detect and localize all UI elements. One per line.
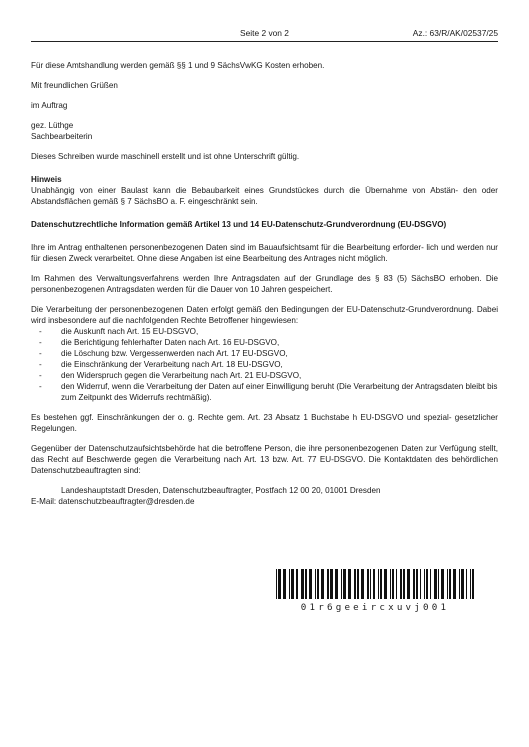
barcode-bar — [472, 569, 474, 599]
on-behalf: im Auftrag — [31, 101, 68, 110]
barcode-bar — [461, 569, 464, 599]
privacy-paragraph-5: Gegenüber der Datenschutzaufsichtsbehörde hat die betroffene Person, die ihre personenbezogenen Daten zur Verfügung stellt, das Recht auf Beschwerde gegen die Verarbeitung nach Art. 13 bzw. Art. 77 EU-DSGVO. Die Kontaktdaten des behördlichen Datenschutzbeauftragten sind: — [31, 444, 498, 475]
machine-note: Dieses Schreiben wurde maschinell erstellt und ist ohne Unterschrift gültig. — [31, 152, 300, 161]
barcode-bar — [296, 569, 298, 599]
rights-list-item: - den Widerspruch gegen die Verarbeitung nach Art. 21 EU-DSGVO, — [39, 371, 302, 380]
barcode-bar — [301, 569, 304, 599]
barcode-bar — [392, 569, 394, 599]
barcode-bar — [447, 569, 448, 599]
barcode-bar — [426, 569, 428, 599]
rights-list-item: - die Löschung bzw. Vergessenwerden nach Art. 17 EU-DSGVO, — [39, 349, 288, 358]
barcode-bar — [330, 569, 333, 599]
barcode-bar — [380, 569, 382, 599]
barcode-bar — [470, 569, 471, 599]
barcode-bar — [354, 569, 356, 599]
page-number: Seite 2 von 2 — [240, 28, 289, 38]
barcode-bar — [378, 569, 379, 599]
barcode-bar — [289, 569, 290, 599]
barcode-bar — [317, 569, 319, 599]
barcode-bar — [403, 569, 405, 599]
barcode-bar — [384, 569, 387, 599]
barcode-bar — [305, 569, 307, 599]
barcode-bar — [434, 569, 437, 599]
barcode-bar — [343, 569, 346, 599]
barcode-bar — [291, 569, 294, 599]
barcode-bar — [449, 569, 451, 599]
barcode-bar — [335, 569, 338, 599]
barcode-bar — [396, 569, 397, 599]
barcode-bar — [413, 569, 415, 599]
rights-list-item: - die Berichtigung fehlerhafter Daten nach Art. 16 EU-DSGVO, — [39, 338, 280, 347]
barcode-bar — [407, 569, 410, 599]
barcode-bar — [367, 569, 369, 599]
barcode-bar — [453, 569, 456, 599]
barcode-bar — [430, 569, 431, 599]
rights-list-item: - die Auskunft nach Art. 15 EU-DSGVO, — [39, 327, 199, 336]
costs-statement: Für diese Amtshandlung werden gemäß §§ 1 und 9 SächsVwKG Kosten erhoben. — [31, 61, 325, 70]
barcode-bar — [361, 569, 364, 599]
barcode-bar — [441, 569, 444, 599]
barcode-bar — [327, 569, 329, 599]
header-divider — [31, 41, 498, 42]
barcode-bar — [357, 569, 359, 599]
rights-list-item: - den Widerruf, wenn die Verarbeitung der Daten auf einer Einwilligung beruht (Die Verarbeitung der Antragsdaten bleibt bis zum Zeitpunkt des Widerrufs rechtmäßig). — [39, 382, 498, 402]
barcode-bar — [309, 569, 312, 599]
dpo-email: E-Mail: datenschutzbeauftragter@dresden.de — [31, 497, 195, 506]
barcode-bar — [438, 569, 439, 599]
barcode-bar — [276, 569, 277, 599]
rights-list-item: - die Einschränkung der Verarbeitung nach Art. 18 EU-DSGVO, — [39, 360, 283, 369]
barcode-bar — [321, 569, 324, 599]
barcode-bar — [390, 569, 391, 599]
privacy-paragraph-4: Es bestehen ggf. Einschränkungen der o. g. Rechte gem. Art. 23 Absatz 1 Buchstabe h EU-DSGVO und spezial- gesetzlicher Regelungen. — [31, 413, 498, 433]
privacy-paragraph-2: Im Rahmen des Verwaltungsverfahrens werden Ihre Antragsdaten auf der Grundlage des § 83 (5) SächsBO erhoben. Die personenbezogenen Antragsdaten werden für die Dauer von 10 Jahren gespeichert. — [31, 274, 498, 294]
greeting: Mit freundlichen Grüßen — [31, 81, 118, 90]
barcode-bar — [315, 569, 316, 599]
barcode-bar — [420, 569, 421, 599]
signer-role: Sachbearbeiterin — [31, 132, 93, 141]
dpo-address: Landeshauptstadt Dresden, Datenschutzbeauftragter, Postfach 12 00 20, 01001 Dresden — [61, 486, 381, 495]
barcode-bar — [283, 569, 286, 599]
barcode-bar — [348, 569, 351, 599]
hinweis-text: Unabhängig von einer Baulast kann die Bebaubarkeit eines Grundstückes durch die Übernahme von Abstän- den oder Abstandsflächen gemäß § 7 SächsBO a. F. eingeschränkt sein. — [31, 186, 498, 206]
barcode-bar — [466, 569, 467, 599]
privacy-paragraph-1: Ihre im Antrag enthaltenen personenbezogenen Daten sind im Bauaufsichtsamt für die Bearbeitung erforder- lich und werden nur für diesen Zweck verarbeitet. Ohne diese Angaben ist eine Bearbeitung des Antrages nicht möglich. — [31, 243, 498, 263]
signer-name: gez. Lüthge — [31, 121, 74, 130]
barcode-bar — [370, 569, 371, 599]
barcode-bar — [278, 569, 281, 599]
barcode-bar — [459, 569, 460, 599]
barcode-text: 01r6geeircxuvj001 — [300, 602, 450, 613]
reference-number: Az.: 63/R/AK/02537/25 — [412, 28, 498, 38]
barcode-bar — [341, 569, 342, 599]
barcode-bar — [424, 569, 425, 599]
letter-body — [31, 60, 498, 507]
barcode-bar — [400, 569, 402, 599]
barcode-bar — [416, 569, 418, 599]
privacy-heading: Datenschutzrechtliche Information gemäß Artikel 13 und 14 EU-Datenschutz-Grundverordnung (EU-DSGVO) — [31, 220, 447, 229]
hinweis-heading: Hinweis — [31, 175, 62, 184]
barcode-bar — [373, 569, 375, 599]
rights-list — [31, 326, 498, 403]
barcode — [276, 569, 474, 599]
privacy-paragraph-3: Die Verarbeitung der personenbezogenen Daten erfolgt gemäß den Bedingungen der EU-Datenschutz-Grundverordnung. Dabei wird insbesondere auf die nachfolgenden Rechte Betroffener hingewiesen: — [31, 305, 498, 325]
